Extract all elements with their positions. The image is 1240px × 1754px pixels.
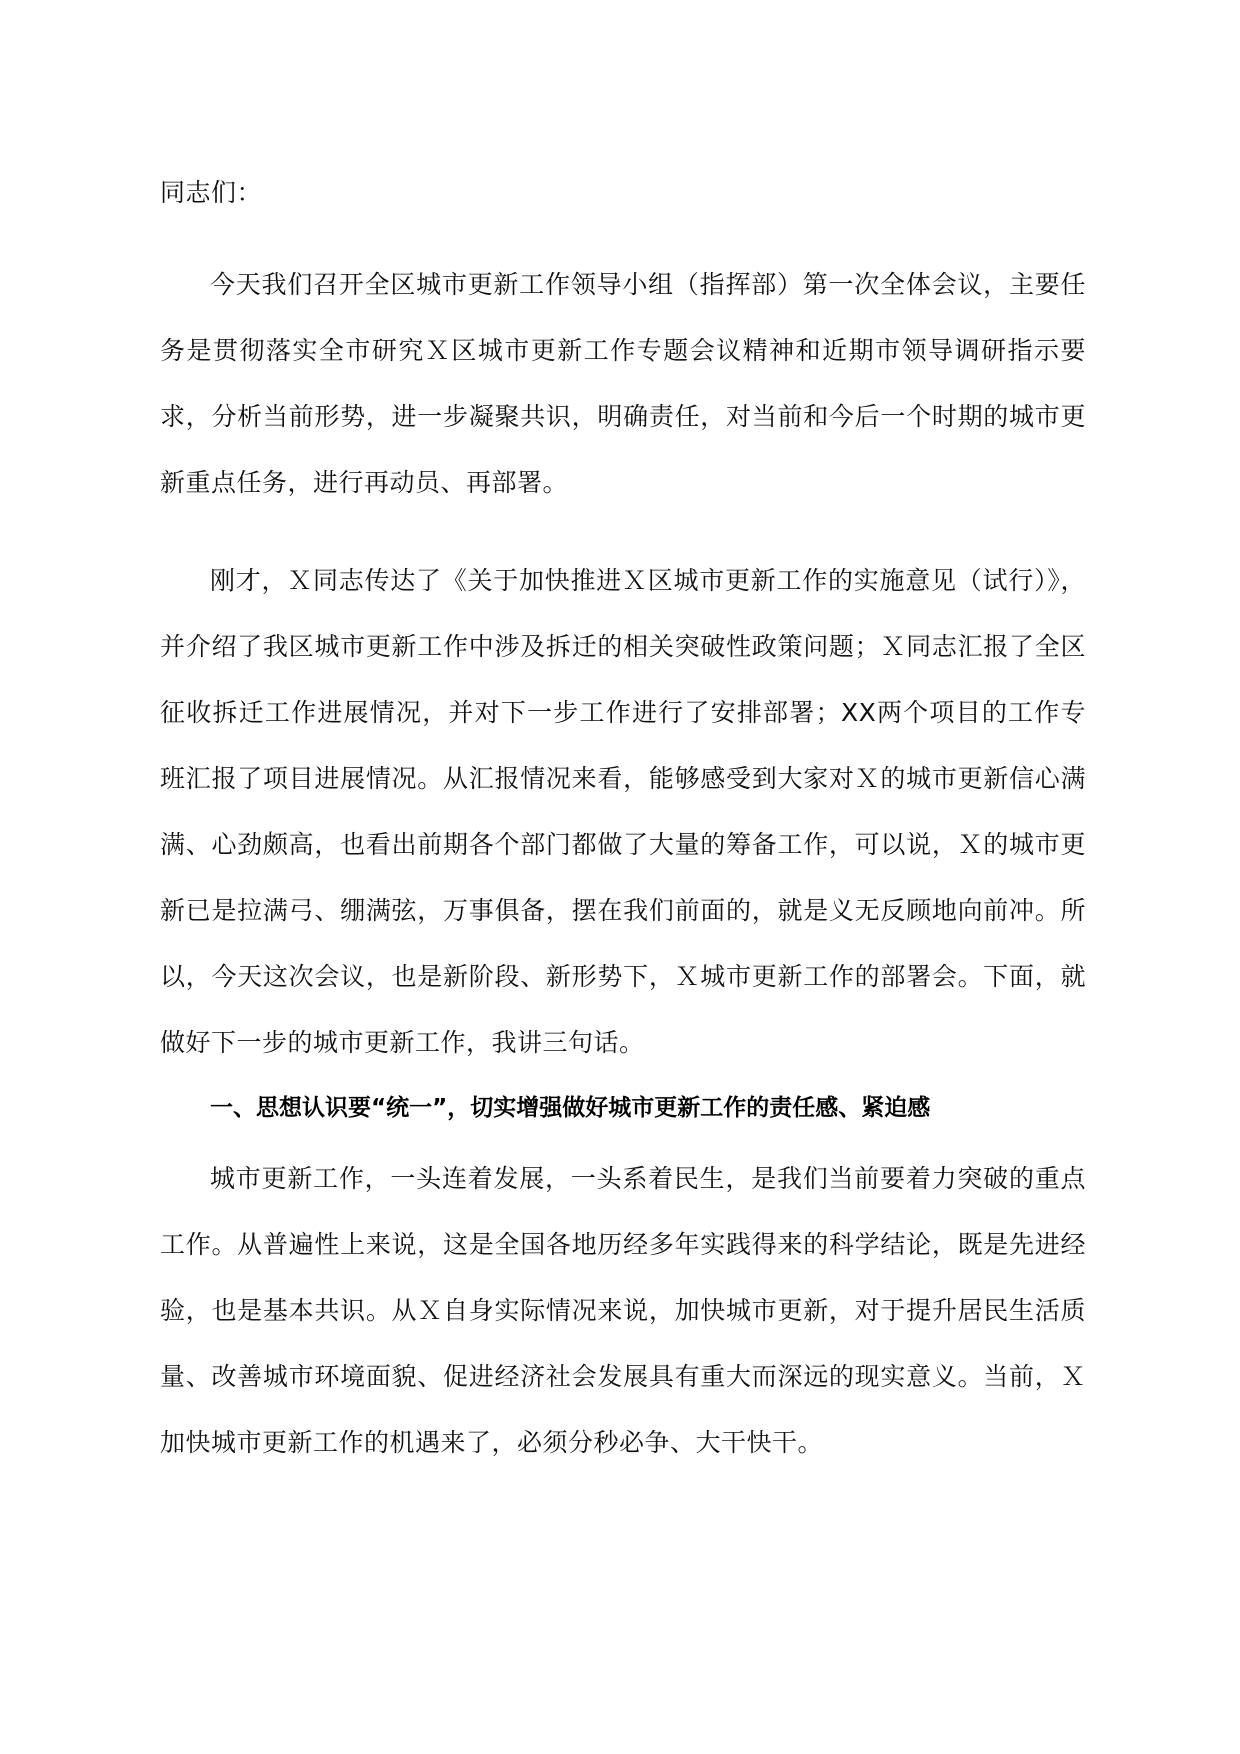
paragraph-opening: 今天我们召开全区城市更新工作领导小组（指挥部）第一次全体会议，主要任务是贯彻落实全市研究Ｘ区城市更新工作专题会议精神和近期市领导调研指示要求，分析当前形势，进一步凝聚共识，明确责任，对当前和今后一个时期的城市更新重点任务，进行再动员、再部署。 — [160, 270, 1086, 497]
greeting: 同志们： — [160, 178, 263, 207]
section-paragraph: 城市更新工作，一头连着发展，一头系着民生，是我们当前要着力突破的重点工作。从普遍性上来说，这是全国各地历经多年实践得来的科学结论，既是先进经验，也是基本共识。从Ｘ自身实际情况来说，加快城市更新，对于提升居民生活质量、改善城市环境面貌、促进经济社会发展具有重大而深远的现实意义。当前，Ｘ加快城市更新工作的机遇来了，必须分秒必争、大干快干。 — [160, 1164, 1086, 1457]
paragraph-reports: 刚才，Ｘ同志传达了《关于加快推进Ｘ区城市更新工作的实施意见（试行）》，并介绍了我区城市更新工作中涉及拆迁的相关突破性政策问题；Ｘ同志汇报了全区征收拆迁工作进展情况，并对下一步工作进行了安排部署；XX两个项目的工作专班汇报了项目进展情况。从汇报情况来看，能够感受到大家对Ｘ的城市更新信心满满、心劲颇高，也看出前期各个部门都做了大量的筹备工作，可以说，Ｘ的城市更新已是拉满弓、绷满弦，万事俱备，摆在我们前面的，就是义无反顾地向前冲。所以，今天这次会议，也是新阶段、新形势下，Ｘ城市更新工作的部署会。下面，就做好下一步的城市更新工作，我讲三句话。 — [160, 566, 1086, 1057]
section-heading: 一、思想认识要“统一”，切实增强做好城市更新工作的责任感、紧迫感 — [210, 1095, 931, 1121]
